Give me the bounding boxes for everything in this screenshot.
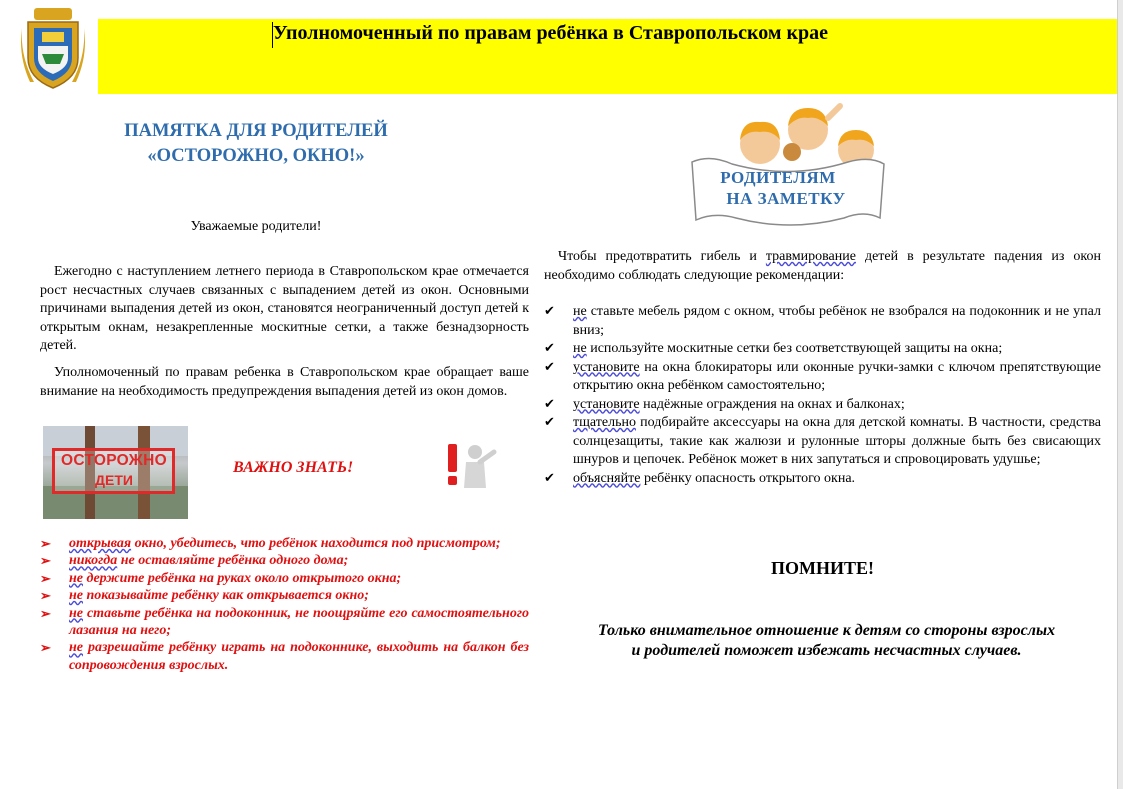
list-item <box>40 587 529 604</box>
list-item <box>40 552 529 569</box>
header-title: Уполномоченный по правам ребёнка в Ставропольском крае <box>273 22 828 44</box>
recommendations-intro-a: Чтобы предотвратить гибель и <box>558 249 766 264</box>
arrow-bullet-icon: ➢ <box>40 640 51 656</box>
exclamation-figure-icon <box>440 440 500 490</box>
arrow-bullet-icon: ➢ <box>40 536 51 551</box>
list-item-lead: установите <box>573 359 640 375</box>
list-item-text: окно, убедитесь, что ребёнок находится под присмотром; <box>131 536 501 551</box>
memo-title <box>40 119 472 169</box>
list-item <box>40 605 529 640</box>
list-item <box>544 303 1101 340</box>
final-message-line2: и родителей поможет избежать несчастных случаев. <box>631 642 1022 659</box>
warning-sign-line2: ДЕТИ <box>95 472 133 488</box>
page-edge <box>1117 0 1123 789</box>
list-item-text: надёжные ограждения на окнах и балконах; <box>639 396 905 412</box>
list-item-text: держите ребёнка на руках около открытого окна; <box>83 570 402 586</box>
arrow-bullet-icon: ➢ <box>40 553 51 569</box>
greeting: Уважаемые родители! <box>190 219 322 234</box>
remember-heading: ПОМНИТЕ! <box>771 558 874 578</box>
list-item-lead: объясняйте <box>573 470 641 486</box>
list-item-lead: не <box>69 640 83 656</box>
list-item-text: разрешайте ребёнку играть на подоконнике, выходить на балкон без сопровождения взрослых. <box>69 640 529 673</box>
list-item-text: ставьте мебель рядом с окном, чтобы ребёнок не взобрался на подоконник и не упал вниз; <box>573 304 1101 338</box>
list-item <box>40 639 529 674</box>
checkmark-icon: ✔ <box>544 304 555 319</box>
list-item-text: ставьте ребёнка на подоконник, не поощряйте его самостоятельного лазания на него; <box>69 605 529 639</box>
list-item <box>40 570 529 587</box>
recommendations-intro-c: детей в результате падения из окон необходимо соблюдать следующие рекомендации: <box>544 249 1101 283</box>
ombudsman-paragraph-text: Уполномоченный по правам ребенка в Ставропольском крае обращает ваше внимание на необходимость предупреждения выпадения детей из окон домов. <box>40 365 529 399</box>
list-item-text: подбирайте аксессуары на окна для детской комнаты. В частности, средства солнцезащиты, такие как жалюзи и рулонные шторы должные быть без свисающих шнуров и цепочек. Ребёнок может в них запутаться и спровоцировать удушье; <box>573 415 1101 467</box>
list-item-lead: не <box>69 588 83 604</box>
arrow-bullet-icon: ➢ <box>40 588 51 604</box>
parents-note-banner-image <box>680 100 900 230</box>
list-item <box>544 396 1101 415</box>
intro-paragraph-text: Ежегодно с наступлением летнего периода в Ставропольском крае отмечается рост несчастных случаев связанных с выпадением детей из окон. Основными причинами выпадения детей из окон, становятся неограниченный доступ детей к открытым окнам, незакрепленные москитные сетки, а также безнадзорность детей. <box>40 264 529 353</box>
list-item <box>40 535 529 552</box>
important-list <box>40 535 529 674</box>
list-item <box>544 470 1101 489</box>
ombudsman-paragraph <box>40 364 529 401</box>
checkmark-icon: ✔ <box>544 470 555 486</box>
checkmark-icon: ✔ <box>544 415 555 430</box>
list-item-lead: не <box>69 605 83 621</box>
list-item <box>544 359 1101 396</box>
list-item-text: показывайте ребёнку как открывается окно; <box>83 588 369 604</box>
arrow-bullet-icon: ➢ <box>40 605 51 621</box>
checkmark-icon: ✔ <box>544 359 555 375</box>
final-message <box>548 621 1105 661</box>
checkmark-icon: ✔ <box>544 396 555 412</box>
list-item-lead: установите <box>573 396 640 412</box>
list-item-lead: не <box>573 341 587 356</box>
checkmark-icon: ✔ <box>544 341 555 356</box>
arrow-bullet-icon: ➢ <box>40 570 51 586</box>
memo-title-line1: ПАМЯТКА ДЛЯ РОДИТЕЛЕЙ <box>124 121 388 141</box>
list-item <box>544 414 1101 470</box>
warning-sign-line1: ОСТОРОЖНО <box>61 452 167 469</box>
final-message-line1: Только внимательное отношение к детям со стороны взрослых <box>597 622 1056 639</box>
list-item-text: не оставляйте ребёнка одного дома; <box>117 553 349 569</box>
stavropol-emblem <box>20 6 86 90</box>
list-item-text: ребёнку опасность открытого окна. <box>640 470 856 486</box>
list-item-lead: не <box>573 304 587 319</box>
list-item-lead: никогда <box>69 553 118 569</box>
list-item-lead: не <box>69 570 83 586</box>
banner-line2: НА ЗАМЕТКУ <box>726 189 846 208</box>
banner-line1: РОДИТЕЛЯМ <box>720 168 836 187</box>
list-item-text: используйте москитные сетки без соответствующей защиты на окна; <box>586 341 1003 356</box>
recommendations-intro-b: травмирование <box>765 249 856 264</box>
list-item-lead: открывая <box>69 536 132 551</box>
list-item-lead: тщательно <box>573 415 636 430</box>
list-item <box>544 340 1101 359</box>
recommendations-intro <box>544 248 1101 285</box>
recommendations-list <box>544 303 1101 488</box>
intro-paragraph <box>40 263 529 356</box>
important-label: ВАЖНО ЗНАТЬ! <box>233 459 354 476</box>
list-item-text: на окна блокираторы или оконные ручки-замки с ключом препятствующие открытию окна ребёнком самостоятельно; <box>573 359 1101 393</box>
memo-title-line2: «ОСТОРОЖНО, ОКНО!» <box>147 146 365 166</box>
